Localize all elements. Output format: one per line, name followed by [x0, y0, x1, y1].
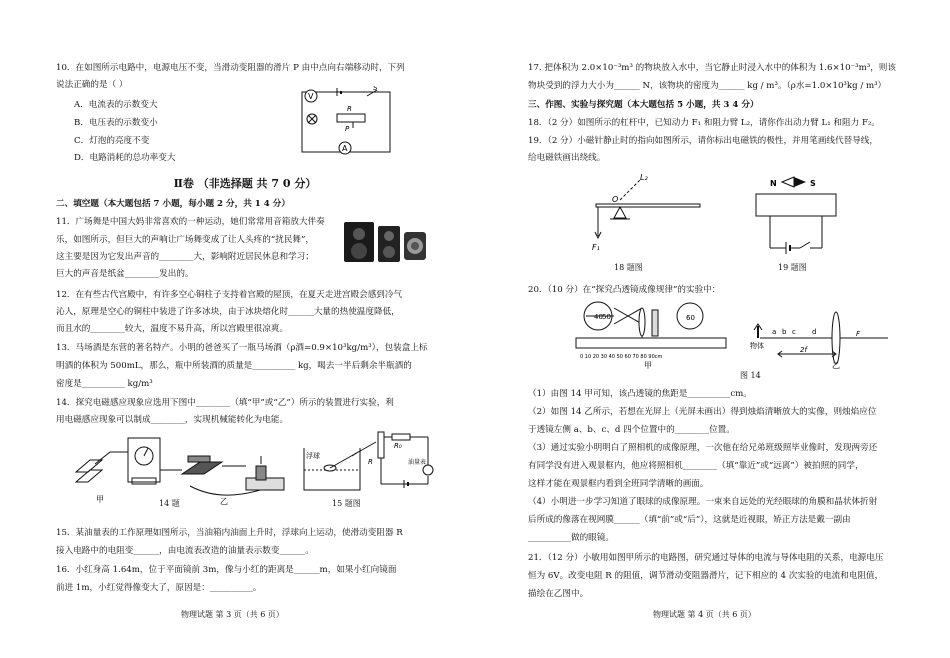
q20-part2-line2: 于透镜左侧 a、b、c、d 四个位置中的________位置。 [528, 425, 735, 435]
q10-option-a: A．电流表的示数变大 [74, 100, 158, 110]
fig-yi-label: 乙 [220, 497, 228, 506]
q15-line1: 15．某油量表的工作原理如图所示，当油箱内油面上升时，浮球向上运动，使滑动变阻器 R [56, 528, 403, 538]
section2-title: 二、填空题（本大题包括 7 小题，每小题 2 分，共 1 4 分） [56, 199, 290, 209]
q20-part4-line1: （4）小明进一步学习知道了眼球的成像原理。一束来自远处的光经眼球的角膜和晶状体折射 [528, 497, 878, 507]
q16-line2: 前进 1m，小红觉得像变大了，原因是：__________。 [56, 583, 262, 593]
q14-caption: 14 题 [159, 499, 180, 508]
svg-text:R: R [368, 458, 373, 466]
svg-text:P: P [345, 125, 350, 133]
svg-text:40: 40 [594, 313, 603, 321]
q16-line1: 16．小红身高 1.64m，位于平面镜前 3m，像与小红的距离是______m，如果小红向镜面 [56, 565, 397, 575]
q11-line1: 11．广场舞是中国大妈非常喜欢的一种运动，她们常常用音箱放大伴奏 [56, 217, 325, 227]
svg-text:a: a [772, 328, 777, 336]
q15-oil-gauge-figure [300, 428, 440, 496]
q18-text: 18．（2 分）如图所示的杠杆中，已知动力 F₁ 和阻力臂 L₂，请你作出动力臂 L₁ 和阻力 F₂。 [528, 118, 880, 128]
rheostat-symbol [337, 114, 365, 122]
q11-line2: 乐，如图所示，但巨大的声响让广场舞变成了让人头疼的“扰民舞”， [56, 235, 315, 245]
q20-part3-line3: 这样才能在观景框内看到全班同学清晰的画面。 [528, 479, 709, 489]
svg-text:S: S [373, 86, 378, 92]
q21-line1: 21．（12 分）小敏用如图甲所示的电路图，研究通过导体的电流与导体电阻的关系，电源电压 [528, 553, 884, 563]
q17-line2: 物块受到的浮力大小为______ N，该物块的密度为______ kg / m³。（ρ水=1.0×10³kg / m³） [528, 81, 887, 91]
q12-line2: 沁人，原理是空心的铜柱中装进了许多冰块，由于冰块熔化时______大量的热使温度降低， [56, 307, 400, 317]
svg-text:L₂: L₂ [640, 173, 648, 182]
svg-text:R₀: R₀ [394, 442, 402, 450]
svg-text:F: F [856, 330, 861, 338]
q10-option-c: C．灯泡的亮度不变 [74, 136, 150, 146]
q10-stem-line1: 10．在如图所示电路中，电源电压不变，当滑动变阻器的滑片 P 由中点向右端移动时，下列 [56, 63, 405, 73]
q10-option-b: B．电压表的示数变小 [74, 118, 158, 128]
q20-caption: 图 14 [740, 371, 761, 380]
speaker-figure [342, 218, 434, 264]
q13-line2: 明酒的体积为 500mL，那么，瓶中所装酒的质量是__________ kg，喝去一半后剩余半瓶酒的 [56, 361, 412, 371]
q20-part4-line3: __________做的眼镜。 [528, 533, 614, 543]
svg-text:浮球: 浮球 [306, 452, 320, 460]
svg-text:d: d [812, 328, 817, 336]
part2-title: Ⅱ卷 （非选择题 共 7 0 分） [173, 177, 317, 190]
q15-caption: 15 题图 [332, 499, 361, 508]
right-footer: 物理试题 第 4 页（共 6 页） [653, 610, 756, 619]
svg-text:F₁: F₁ [592, 243, 600, 252]
q13-line3: 密度是__________ kg/m³ [56, 379, 153, 389]
q11-line3: 这主要是因为它发出声音的________大，影响附近居民休息和学习； [56, 252, 314, 262]
svg-text:物体: 物体 [750, 342, 764, 350]
svg-text:乙: 乙 [832, 361, 840, 370]
svg-text:A: A [342, 144, 348, 153]
section3-title: 三、作图、实验与探究题（本大题包括 5 小题，共 3 4 分） [528, 100, 759, 110]
svg-text:2f: 2f [800, 346, 807, 354]
fig-jia-label: 甲 [96, 495, 104, 504]
svg-text:b: b [782, 328, 787, 336]
q20-part3-line1: （3）通过实验小明明白了照相机的成像原理，一次他在给兄弟班级照毕业像时，发现两旁还 [528, 443, 878, 453]
q13-line1: 13．马场酒是东营的著名特产。小明的爸爸买了一瓶马场酒（ρ酒=0.9×10³kg/m³），包装盒上标 [56, 343, 428, 353]
q11-line4: 巨大的声音是纸盆________发出的。 [56, 269, 194, 279]
q14-line1: 14．探究电磁感应现象应选用下图中________（填“甲”或“乙”）所示的装置进行实验，利 [56, 398, 394, 408]
q12-line3: 而且水的________较大，温度不易升高，所以宫殿里很凉爽。 [56, 324, 289, 334]
q10-circuit-figure [297, 86, 401, 158]
q19-caption: 19 题图 [778, 263, 807, 272]
q20-part2-line1: （2）如图 14 乙所示，若想在光屏上（光屏未画出）得到烛焰清晰放大的实像，则烛焰应位 [528, 407, 877, 417]
svg-text:O: O [612, 195, 619, 204]
q14-figures [70, 430, 290, 508]
svg-text:60: 60 [686, 314, 695, 322]
q15-line2: 接入电路中的电阻变______，由电流表改造的油量表示数变______。 [56, 546, 314, 556]
q10-option-d: D．电路消耗的总功率变大 [74, 153, 176, 163]
svg-text:50: 50 [602, 313, 611, 321]
q21-line2: 恒为 6V。改变电阻 R 的阻值，调节滑动变阻器滑片，记下相应的 4 次实验的电流和电阻值， [528, 571, 884, 581]
q20-part4-line2: 后所成的像落在视网膜______（填“前”或“后”），这就是近视眼，矫正方法是戴一副由 [528, 515, 851, 525]
left-footer: 物理试题 第 3 页（共 6 页） [181, 610, 284, 619]
q20-figures [574, 298, 890, 370]
q20-part3-line2: 有同学没有进入观景框内，他应将照相机________（填“靠近”或“远离”）被拍照的同学， [528, 461, 864, 471]
q19-line2: 给电磁铁画出绕线。 [528, 153, 606, 163]
svg-text:S: S [810, 179, 816, 188]
q14-line2: 用电磁感应现象可以制成________，实现机械能转化为电能。 [56, 415, 289, 425]
svg-text:R: R [347, 105, 352, 113]
q18-caption: 18 题图 [614, 263, 643, 272]
q12-line1: 12．在有些古代宫殿中，有许多空心铜柱子支持着宫殿的屋顶，在夏天走进宫殿会感到冷气 [56, 290, 403, 300]
q10-stem-line2: 说法正确的是（ ） [56, 80, 128, 90]
svg-text:0 10 20 30 40 50 60 70: 0 10 20 30 40 50 60 70 80 90cm [580, 354, 663, 360]
svg-text:N: N [770, 179, 777, 188]
svg-text:V: V [308, 92, 314, 101]
q21-line3: 描绘在乙图中。 [528, 589, 589, 599]
svg-text:甲: 甲 [644, 361, 652, 370]
q19-line1: 19．（2 分）小磁针静止时的指向如图所示，请你标出电磁铁的极性，并用笔画线代替导线， [528, 136, 878, 146]
q17-line1: 17. 把体积为 2.0×10⁻³m³ 的物块放入水中，当它静止时浸入水中的体积为 1.6×10⁻³m³，则该 [528, 63, 896, 73]
q20-part1: （1）由图 14 甲可知，该凸透镜的焦距是__________cm。 [528, 389, 752, 399]
q19-electromagnet-figure [750, 172, 860, 258]
q20-title: 20．（10 分）在“探究凸透镜成像规律”的实验中： [528, 285, 721, 295]
q18-lever-figure [588, 170, 708, 254]
svg-text:c: c [792, 328, 796, 336]
svg-text:油量表: 油量表 [408, 459, 427, 466]
